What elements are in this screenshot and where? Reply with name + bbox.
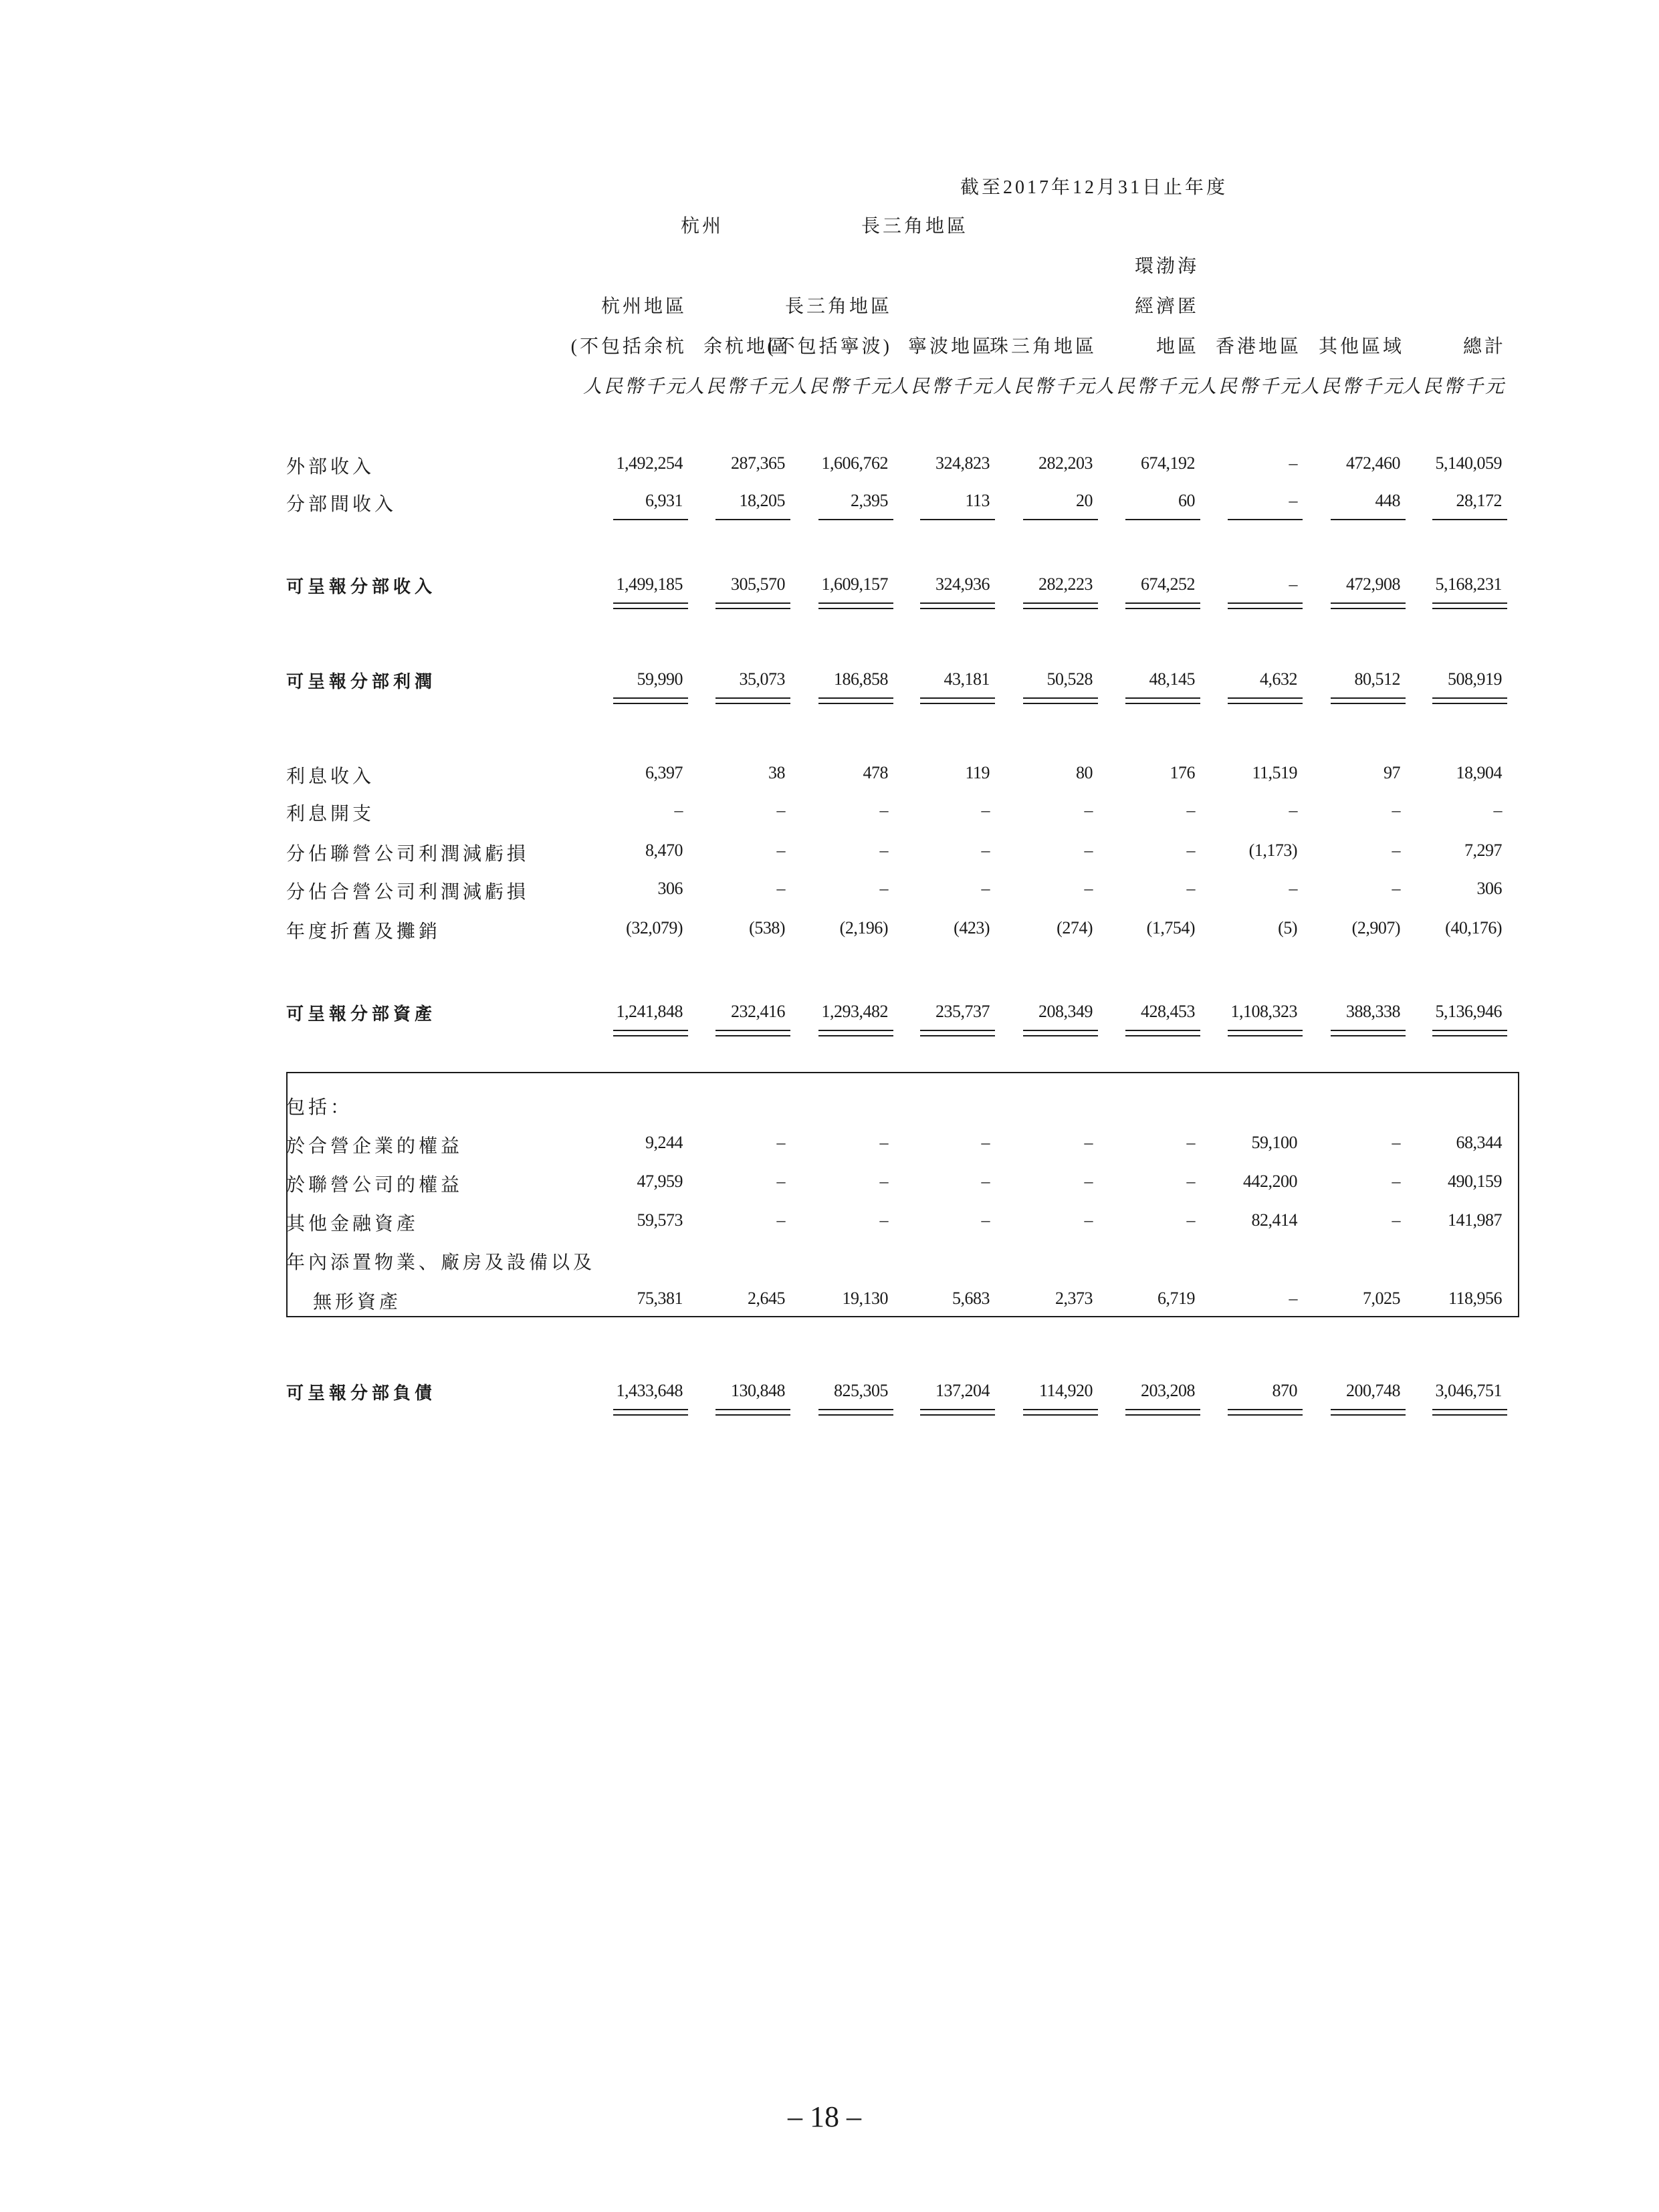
column-8-unit: 人民幣千元 bbox=[1300, 376, 1404, 397]
underline bbox=[1228, 608, 1303, 609]
table-cell: – bbox=[776, 800, 785, 820]
row-label: 可呈報分部收入 bbox=[286, 577, 437, 597]
table-cell: (1,754) bbox=[1146, 918, 1195, 937]
underline bbox=[715, 602, 790, 604]
table-cell: 825,305 bbox=[834, 1381, 888, 1400]
table-cell: – bbox=[981, 879, 990, 898]
period-header: 截至2017年12月31日止年度 bbox=[960, 177, 1228, 198]
underline bbox=[920, 1035, 995, 1036]
underline bbox=[1331, 1409, 1406, 1410]
table-cell: – bbox=[1289, 491, 1297, 510]
table-cell: – bbox=[879, 1210, 888, 1230]
underline bbox=[1023, 1035, 1098, 1036]
page-number: – 18 – bbox=[788, 2100, 861, 2133]
table-cell: 442,200 bbox=[1243, 1172, 1297, 1191]
table-cell: – bbox=[1392, 1172, 1400, 1191]
underline bbox=[613, 1030, 688, 1031]
table-cell: 7,297 bbox=[1464, 841, 1502, 860]
table-cell: – bbox=[776, 1133, 785, 1152]
table-cell: (32,079) bbox=[626, 918, 683, 937]
table-cell: 137,204 bbox=[935, 1381, 990, 1400]
table-cell: 305,570 bbox=[731, 574, 785, 594]
table-cell: 490,159 bbox=[1448, 1172, 1502, 1191]
table-cell: 324,936 bbox=[935, 574, 990, 594]
table-cell: – bbox=[879, 1172, 888, 1191]
table-cell: 118,956 bbox=[1448, 1289, 1502, 1308]
underline bbox=[1331, 697, 1406, 699]
table-cell: – bbox=[1289, 879, 1297, 898]
table-cell: 448 bbox=[1375, 491, 1400, 510]
underline bbox=[1331, 608, 1406, 609]
underline bbox=[613, 1414, 688, 1416]
table-cell: 472,908 bbox=[1346, 574, 1400, 594]
underline bbox=[920, 703, 995, 704]
column-2-unit: 人民幣千元 bbox=[685, 376, 789, 397]
underline bbox=[715, 1409, 790, 1410]
table-cell: (2,907) bbox=[1351, 918, 1400, 937]
table-cell: 5,683 bbox=[952, 1289, 990, 1308]
underline bbox=[818, 1414, 893, 1416]
table-cell: – bbox=[776, 879, 785, 898]
table-cell: 47,959 bbox=[637, 1172, 683, 1191]
underline bbox=[1023, 1414, 1098, 1416]
table-cell: – bbox=[981, 841, 990, 860]
underline bbox=[920, 1414, 995, 1416]
column-4-unit: 人民幣千元 bbox=[889, 376, 994, 397]
column-8-h3: 其他區域 bbox=[1318, 336, 1404, 357]
row-label: 分佔聯營公司利潤減虧損 bbox=[286, 844, 530, 865]
table-cell: 508,919 bbox=[1448, 669, 1502, 689]
table-cell: 1,108,323 bbox=[1230, 1002, 1297, 1021]
column-4-h3: 寧波地區 bbox=[907, 336, 994, 357]
underline bbox=[1228, 602, 1303, 604]
table-cell: 8,470 bbox=[645, 841, 683, 860]
underline bbox=[715, 1414, 790, 1416]
table-cell: 3,046,751 bbox=[1435, 1381, 1502, 1400]
table-cell: 28,172 bbox=[1456, 491, 1502, 510]
column-1-h2: 杭州地區 bbox=[600, 296, 687, 317]
column-6-h3: 地區 bbox=[1155, 336, 1199, 357]
table-cell: – bbox=[1289, 1289, 1297, 1308]
column-9-h3: 總計 bbox=[1462, 336, 1506, 357]
underline bbox=[1432, 1414, 1507, 1416]
row-label: 包括： bbox=[286, 1097, 353, 1118]
underline bbox=[1432, 703, 1507, 704]
underline bbox=[1228, 1035, 1303, 1036]
table-cell: – bbox=[1186, 841, 1195, 860]
table-cell: 5,136,946 bbox=[1435, 1002, 1502, 1021]
group-header-yangtze: 長三角地區 bbox=[861, 216, 969, 237]
table-cell: 9,244 bbox=[645, 1133, 683, 1152]
underline bbox=[1331, 1414, 1406, 1416]
table-cell: 200,748 bbox=[1346, 1381, 1400, 1400]
underline bbox=[818, 703, 893, 704]
table-cell: 141,987 bbox=[1448, 1210, 1502, 1230]
underline bbox=[1023, 519, 1098, 520]
underline bbox=[715, 519, 790, 520]
underline bbox=[920, 602, 995, 604]
underline bbox=[715, 1030, 790, 1031]
table-cell: 478 bbox=[863, 763, 888, 782]
table-cell: 282,223 bbox=[1038, 574, 1093, 594]
underline bbox=[920, 1030, 995, 1031]
table-cell: – bbox=[1186, 879, 1195, 898]
row-label: 年內添置物業、廠房及設備以及 bbox=[286, 1252, 596, 1273]
underline bbox=[1023, 703, 1098, 704]
table-cell: 48,145 bbox=[1149, 669, 1195, 689]
table-cell: 19,130 bbox=[842, 1289, 888, 1308]
underline bbox=[1432, 1035, 1507, 1036]
table-cell: 80 bbox=[1076, 763, 1093, 782]
table-cell: 5,140,059 bbox=[1435, 453, 1502, 473]
underline bbox=[1125, 697, 1200, 699]
table-cell: – bbox=[879, 841, 888, 860]
table-cell: 186,858 bbox=[834, 669, 888, 689]
underline bbox=[1023, 697, 1098, 699]
row-label: 利息開支 bbox=[286, 804, 375, 824]
underline bbox=[1432, 519, 1507, 520]
table-cell: 1,499,185 bbox=[616, 574, 683, 594]
column-6-h1: 環渤海 bbox=[1134, 256, 1199, 277]
table-cell: 1,241,848 bbox=[616, 1002, 683, 1021]
column-1-h3: (不包括余杭 bbox=[570, 336, 687, 357]
table-cell: – bbox=[879, 879, 888, 898]
table-cell: 235,737 bbox=[935, 1002, 990, 1021]
table-cell: – bbox=[1392, 1133, 1400, 1152]
column-1-unit: 人民幣千元 bbox=[582, 376, 687, 397]
underline bbox=[818, 602, 893, 604]
table-cell: (2,196) bbox=[839, 918, 888, 937]
table-cell: 119 bbox=[965, 763, 990, 782]
table-cell: 1,293,482 bbox=[821, 1002, 888, 1021]
column-3-h2: 長三角地區 bbox=[784, 296, 892, 317]
table-cell: 472,460 bbox=[1346, 453, 1400, 473]
table-cell: – bbox=[1084, 1172, 1093, 1191]
table-cell: – bbox=[1084, 800, 1093, 820]
table-cell: 59,573 bbox=[637, 1210, 683, 1230]
table-cell: – bbox=[1186, 800, 1195, 820]
underline bbox=[1125, 1409, 1200, 1410]
table-cell: 4,632 bbox=[1260, 669, 1297, 689]
table-cell: 2,373 bbox=[1055, 1289, 1093, 1308]
table-cell: 130,848 bbox=[731, 1381, 785, 1400]
underline bbox=[818, 1409, 893, 1410]
table-cell: – bbox=[981, 1210, 990, 1230]
column-5-h3: 珠三角地區 bbox=[989, 336, 1097, 357]
underline bbox=[715, 697, 790, 699]
table-cell: 674,252 bbox=[1141, 574, 1195, 594]
underline bbox=[1331, 1035, 1406, 1036]
row-label: 可呈報分部負債 bbox=[286, 1384, 437, 1404]
table-cell: 176 bbox=[1170, 763, 1195, 782]
table-cell: 232,416 bbox=[731, 1002, 785, 1021]
underline bbox=[1432, 1409, 1507, 1410]
column-3-unit: 人民幣千元 bbox=[788, 376, 892, 397]
underline bbox=[1125, 1035, 1200, 1036]
column-7-unit: 人民幣千元 bbox=[1197, 376, 1301, 397]
underline bbox=[1125, 608, 1200, 609]
table-cell: 203,208 bbox=[1141, 1381, 1195, 1400]
underline bbox=[1023, 1030, 1098, 1031]
underline bbox=[1228, 1414, 1303, 1416]
table-cell: 306 bbox=[1476, 879, 1502, 898]
underline bbox=[1331, 602, 1406, 604]
table-cell: 6,397 bbox=[645, 763, 683, 782]
underline bbox=[1125, 1414, 1200, 1416]
table-cell: 50,528 bbox=[1046, 669, 1093, 689]
table-cell: 60 bbox=[1178, 491, 1195, 510]
table-cell: 114,920 bbox=[1038, 1381, 1093, 1400]
table-cell: – bbox=[1493, 800, 1502, 820]
row-label: 於聯營公司的權益 bbox=[286, 1175, 463, 1196]
underline bbox=[613, 608, 688, 609]
row-label: 其他金融資產 bbox=[286, 1214, 419, 1234]
row-label: 年度折舊及攤銷 bbox=[286, 921, 441, 942]
column-7-h3: 香港地區 bbox=[1215, 336, 1301, 357]
table-cell: 82,414 bbox=[1251, 1210, 1297, 1230]
table-cell: 1,433,648 bbox=[616, 1381, 683, 1400]
table-cell: – bbox=[1289, 574, 1297, 594]
table-cell: – bbox=[674, 800, 683, 820]
row-label: 可呈報分部資產 bbox=[286, 1004, 437, 1024]
underline bbox=[818, 697, 893, 699]
table-cell: – bbox=[1084, 1133, 1093, 1152]
table-cell: 59,990 bbox=[637, 669, 683, 689]
table-cell: 80,512 bbox=[1354, 669, 1400, 689]
table-cell: – bbox=[1392, 841, 1400, 860]
underline bbox=[1023, 608, 1098, 609]
table-cell: (274) bbox=[1057, 918, 1093, 937]
row-label: 外部收入 bbox=[286, 457, 375, 477]
table-cell: 388,338 bbox=[1346, 1002, 1400, 1021]
table-cell: 6,719 bbox=[1157, 1289, 1195, 1308]
row-label: 利息收入 bbox=[286, 766, 375, 787]
underline bbox=[1432, 608, 1507, 609]
column-5-unit: 人民幣千元 bbox=[992, 376, 1097, 397]
row-label: 無形資產 bbox=[313, 1292, 402, 1313]
underline bbox=[1125, 1030, 1200, 1031]
table-cell: 287,365 bbox=[731, 453, 785, 473]
table-cell: 97 bbox=[1384, 763, 1400, 782]
group-header-hangzhou: 杭州 bbox=[681, 216, 724, 237]
underline bbox=[1228, 703, 1303, 704]
table-cell: – bbox=[1392, 1210, 1400, 1230]
underline bbox=[1023, 1409, 1098, 1410]
table-cell: – bbox=[1084, 1210, 1093, 1230]
table-cell: – bbox=[1186, 1210, 1195, 1230]
underline bbox=[613, 602, 688, 604]
underline bbox=[1331, 519, 1406, 520]
table-cell: – bbox=[776, 1172, 785, 1191]
underline bbox=[1432, 1030, 1507, 1031]
underline bbox=[920, 519, 995, 520]
underline bbox=[920, 608, 995, 609]
underline bbox=[818, 519, 893, 520]
column-3-h3: (不包括寧波) bbox=[767, 336, 892, 357]
row-label: 分部間收入 bbox=[286, 494, 397, 515]
table-cell: 5,168,231 bbox=[1435, 574, 1502, 594]
underline bbox=[613, 697, 688, 699]
table-cell: 75,381 bbox=[637, 1289, 683, 1308]
table-cell: – bbox=[776, 1210, 785, 1230]
underline bbox=[613, 1409, 688, 1410]
underline bbox=[920, 1409, 995, 1410]
table-cell: – bbox=[1392, 879, 1400, 898]
table-cell: – bbox=[1392, 800, 1400, 820]
underline bbox=[818, 608, 893, 609]
table-cell: 18,205 bbox=[739, 491, 785, 510]
table-cell: 208,349 bbox=[1038, 1002, 1093, 1021]
table-cell: 2,645 bbox=[748, 1289, 785, 1308]
included-items-box bbox=[286, 1072, 1519, 1317]
table-cell: – bbox=[1084, 879, 1093, 898]
table-cell: 1,609,157 bbox=[821, 574, 888, 594]
underline bbox=[1432, 697, 1507, 699]
underline bbox=[818, 1035, 893, 1036]
column-2-h3: 余杭地區 bbox=[703, 336, 789, 357]
row-label: 可呈報分部利潤 bbox=[286, 672, 437, 692]
underline bbox=[1228, 519, 1303, 520]
table-cell: 59,100 bbox=[1251, 1133, 1297, 1152]
column-6-unit: 人民幣千元 bbox=[1095, 376, 1199, 397]
underline bbox=[1125, 602, 1200, 604]
table-cell: (538) bbox=[749, 918, 785, 937]
table-cell: 1,492,254 bbox=[616, 453, 683, 473]
column-9-unit: 人民幣千元 bbox=[1402, 376, 1506, 397]
table-cell: 20 bbox=[1076, 491, 1093, 510]
table-cell: – bbox=[981, 1172, 990, 1191]
table-cell: 68,344 bbox=[1456, 1133, 1502, 1152]
table-cell: (40,176) bbox=[1445, 918, 1502, 937]
underline bbox=[1228, 697, 1303, 699]
table-cell: 7,025 bbox=[1363, 1289, 1400, 1308]
underline bbox=[1023, 602, 1098, 604]
underline bbox=[1125, 703, 1200, 704]
table-cell: (5) bbox=[1278, 918, 1297, 937]
table-cell: 6,931 bbox=[645, 491, 683, 510]
underline bbox=[613, 703, 688, 704]
table-cell: – bbox=[1289, 800, 1297, 820]
table-cell: 870 bbox=[1272, 1381, 1297, 1400]
table-cell: – bbox=[1186, 1133, 1195, 1152]
table-cell: 428,453 bbox=[1141, 1002, 1195, 1021]
table-cell: 113 bbox=[965, 491, 990, 510]
table-cell: 2,395 bbox=[851, 491, 888, 510]
underline bbox=[1228, 1409, 1303, 1410]
table-cell: – bbox=[776, 841, 785, 860]
underline bbox=[1228, 1030, 1303, 1031]
table-cell: 43,181 bbox=[944, 669, 990, 689]
table-cell: 35,073 bbox=[739, 669, 785, 689]
table-cell: – bbox=[1084, 841, 1093, 860]
table-cell: 324,823 bbox=[935, 453, 990, 473]
underline bbox=[1331, 703, 1406, 704]
underline bbox=[1125, 519, 1200, 520]
table-cell: – bbox=[879, 800, 888, 820]
underline bbox=[920, 697, 995, 699]
underline bbox=[715, 1035, 790, 1036]
column-6-h2: 經濟匿 bbox=[1134, 296, 1199, 317]
table-cell: – bbox=[1289, 453, 1297, 473]
underline bbox=[613, 1035, 688, 1036]
table-cell: – bbox=[981, 1133, 990, 1152]
row-label: 分佔合營公司利潤減虧損 bbox=[286, 882, 530, 903]
table-cell: 11,519 bbox=[1252, 763, 1297, 782]
underline bbox=[1331, 1030, 1406, 1031]
table-cell: 18,904 bbox=[1456, 763, 1502, 782]
underline bbox=[715, 608, 790, 609]
table-cell: (423) bbox=[954, 918, 990, 937]
table-cell: 674,192 bbox=[1141, 453, 1195, 473]
underline bbox=[715, 703, 790, 704]
table-cell: – bbox=[1186, 1172, 1195, 1191]
table-cell: – bbox=[981, 800, 990, 820]
underline bbox=[818, 1030, 893, 1031]
table-cell: 306 bbox=[657, 879, 683, 898]
row-label: 於合營企業的權益 bbox=[286, 1136, 463, 1157]
table-cell: – bbox=[879, 1133, 888, 1152]
table-cell: (1,173) bbox=[1248, 841, 1297, 860]
underline bbox=[1432, 602, 1507, 604]
underline bbox=[613, 519, 688, 520]
table-cell: 38 bbox=[768, 763, 785, 782]
table-cell: 1,606,762 bbox=[821, 453, 888, 473]
table-cell: 282,203 bbox=[1038, 453, 1093, 473]
